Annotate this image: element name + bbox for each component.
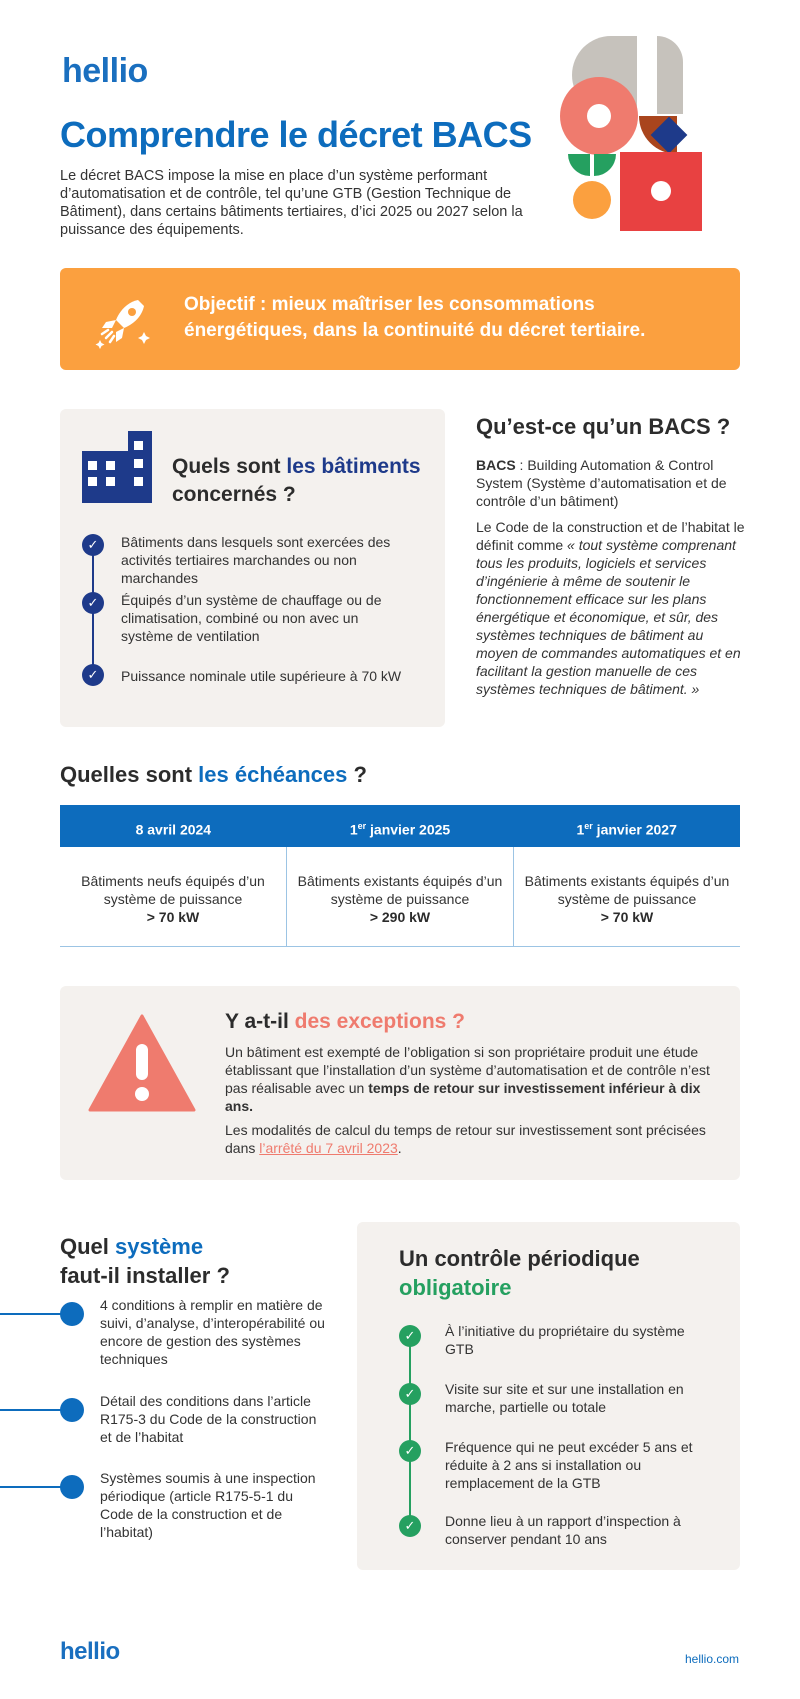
deadlines-title: Quelles sont les échéances ? <box>60 762 367 787</box>
system-item: 4 conditions à remplir en matière de suivi, d’analyse, d’interopérabilité ou encore de gestion des systèmes techniques <box>100 1297 325 1367</box>
connector-line <box>0 1486 66 1488</box>
control-item: Donne lieu à un rapport d’inspection à conserver pendant 10 ans <box>445 1513 681 1547</box>
building-icon <box>82 431 152 503</box>
warning-icon <box>88 1014 196 1112</box>
decorative-shapes-graphic <box>560 36 740 231</box>
check-icon: ✓ <box>82 592 104 614</box>
buildings-title: Quels sont les bâtiments concernés ? <box>172 455 421 506</box>
deadline-cell: Bâtiments existants équipés d’un système de puissance > 290 kW <box>286 847 513 946</box>
objective-banner <box>60 268 740 370</box>
hellio-logo-footer[interactable]: hellio <box>60 1638 120 1665</box>
connector-line <box>0 1313 66 1315</box>
timeline-line <box>409 1337 411 1533</box>
hellio-logo[interactable]: hellio <box>62 52 148 90</box>
website-link[interactable]: hellio.com <box>685 1652 740 1666</box>
bacs-definition: BACS : Building Automation & Control System (Système d’automatisation et de contrôle d’un bâtiment) <box>476 457 727 509</box>
bullet-dot <box>60 1475 84 1499</box>
connector-line <box>0 1409 66 1411</box>
bacs-title: Qu’est-ce qu’un BACS ? <box>476 414 731 439</box>
control-item: À l’initiative du propriétaire du système GTB <box>445 1323 685 1357</box>
bullet-dot <box>60 1398 84 1422</box>
buildings-card <box>60 409 445 727</box>
system-item: Détail des conditions dans l’article R175-3 du Code de la construction et de l’habitat <box>100 1393 317 1445</box>
rocket-icon <box>94 292 154 352</box>
check-icon: ✓ <box>82 664 104 686</box>
deadline-date: 8 avril 2024 <box>135 821 212 838</box>
deadline-date: 1er janvier 2025 <box>349 821 451 838</box>
control-card <box>357 1222 740 1570</box>
deadline-cell: Bâtiments existants équipés d’un système de puissance > 70 kW <box>513 847 740 946</box>
control-item: Visite sur site et sur une installation en marche, partielle ou totale <box>445 1381 684 1415</box>
exceptions-paragraph-2: Les modalités de calcul du temps de retour sur investissement sont précisées dans l’arrêté du 7 avril 2023. <box>225 1122 706 1156</box>
check-icon: ✓ <box>399 1515 421 1537</box>
bullet-dot <box>60 1302 84 1326</box>
deadlines-table <box>60 805 740 947</box>
orange-circle <box>573 181 611 219</box>
deadline-date: 1er janvier 2027 <box>576 821 677 838</box>
exceptions-title: Y a-t-il des exceptions ? <box>225 1010 466 1033</box>
system-item: Systèmes soumis à une inspection périodique (article R175-5-1 du Code de la construction et de l’habitat) <box>100 1470 316 1540</box>
bacs-code-definition: Le Code de la construction et de l’habitat le définit comme « tout système comprenant tous les produits, logiciels et services d’ingénierie à même de soutenir le fonctionnement efficace sur les plans énergétique et économique, et sûr, des systèmes techniques de bâtiment au moyen de commandes automatiques et en facilitant la gestion manuelle de ces systèmes techniques de bâtiment. » <box>476 519 745 697</box>
building-criterion: Bâtiments dans lesquels sont exercées des activités tertiaires marchandes ou non marchandes <box>121 534 391 586</box>
check-icon: ✓ <box>82 534 104 556</box>
intro-text: Le décret BACS impose la mise en place d’un système performant d’automatisation et de contrôle, tel qu’une GTB (Gestion Technique de Bâtiment), dans certains bâtiments tertiaires, d’ici 2025 ou 2027 selon la puissance des équipements. <box>60 168 523 238</box>
deadline-cell: Bâtiments neufs équipés d’un système de puissance > 70 kW <box>81 873 265 925</box>
deadlines-body-row <box>60 847 740 947</box>
exceptions-paragraph: Un bâtiment est exempté de l’obligation si son propriétaire produit une étude établissant que l’installation d’un système d’automatisation et de contrôle n’est pas réalisable avec un temps de retour sur investissement inférieur à dix ans. <box>225 1044 710 1114</box>
building-criterion: Équipés d’un système de chauffage ou de climatisation, combiné ou non avec un système de ventilation <box>121 592 382 644</box>
grey-leaf-shape-2 <box>657 36 683 114</box>
exceptions-card <box>60 986 740 1180</box>
check-icon: ✓ <box>399 1325 421 1347</box>
system-title: Quel système faut-il installer ? <box>60 1234 230 1288</box>
building-criterion: Puissance nominale utile supérieure à 70 kW <box>121 668 402 684</box>
check-icon: ✓ <box>399 1440 421 1462</box>
check-icon: ✓ <box>399 1383 421 1405</box>
control-item: Fréquence qui ne peut excéder 5 ans et réduite à 2 ans si installation ou remplacement de la GTB <box>445 1439 693 1491</box>
page-title: Comprendre le décret BACS <box>60 114 532 155</box>
control-title: Un contrôle périodique obligatoire <box>399 1246 640 1300</box>
deadlines-header-row <box>60 805 740 847</box>
arrete-link[interactable]: l’arrêté du 7 avril 2023 <box>259 1140 398 1156</box>
objective-text: Objectif : mieux maîtriser les consommations énergétiques, dans la continuité du décret tertiaire. <box>184 294 646 341</box>
